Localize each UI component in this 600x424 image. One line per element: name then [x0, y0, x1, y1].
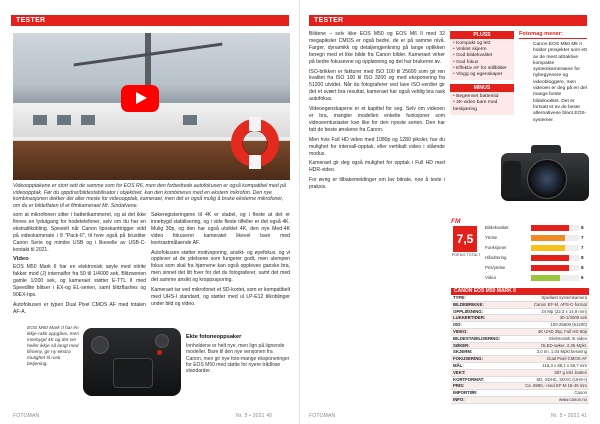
spec-key: MÅL:: [453, 362, 464, 368]
paragraph: Bildene – selv ikke EOS M50 og EOS M6 II med 32 megapiksler CMOS er også bedre, de er på samme nivå. Farger, dynamikk og detaljengjenkning på lange optikken beregn med et like bilde fra Canon bilder. Kameraet virker på bedre fokusevne og oppløsning og det har brukerne av.: [309, 31, 445, 65]
score-bar-row: [485, 234, 589, 242]
camera-grip: [503, 161, 521, 197]
spec-value: OLED-søker, 2,36 Mpkt.: [540, 342, 587, 348]
spec-value: 387 g inkl. batteri: [554, 369, 587, 375]
score-bar-row: [485, 224, 589, 232]
spec-value: 3,0 tm, 1,04 Mpkt berøring: [536, 349, 587, 355]
pro-item: • Effektiv AF for stillbilder: [453, 66, 511, 72]
control-dial: [155, 334, 169, 348]
spec-key: SØKER:: [453, 342, 470, 348]
pros-list: [450, 39, 514, 80]
spec-value: Speilløst systemkamera: [541, 295, 587, 300]
score-bar-fill: [531, 225, 569, 231]
spec-key: PRIS:: [453, 383, 465, 389]
spec-key: OPPLØSNING:: [453, 308, 484, 314]
cons-heading: MINUS: [450, 84, 514, 92]
spec-row: [451, 336, 589, 343]
spec-key: VEKT:: [453, 369, 466, 375]
paragraph: Autofokusen er typen Dual Pixel CMOS AF med totalen AF-A.: [13, 301, 146, 315]
spec-row: [451, 295, 589, 302]
section-label: TESTER: [309, 15, 587, 26]
fm-logo: FM: [451, 218, 461, 225]
spec-key: SKJERM:: [453, 349, 473, 355]
spec-key: ISO:: [453, 322, 462, 328]
sidebar-body: Innholdene er helt nye, men lign på lignende modeller. Bare til den nye versjonen fra Canon, men gir nye foto-mange eksponeringer for EOS M50 med støtte for nyere trådlose standarder.: [186, 342, 290, 375]
spec-value: Dual Pixel CMOS AF: [547, 356, 587, 362]
score-bar-fill: [531, 245, 565, 251]
spec-key: VIDEO:: [453, 328, 468, 334]
score-bar-value: 7: [581, 235, 584, 240]
spec-value: Elektronisk IS video: [549, 335, 587, 341]
score-bar-label: Ytelse: [485, 235, 498, 240]
spec-value: 30-1/4000 sek: [559, 315, 587, 321]
spec-row: [451, 322, 589, 329]
page-number: Nr. 5 • 2021 40: [236, 413, 273, 419]
lifebuoy-stripe: [249, 117, 261, 131]
score-bar-value: 8: [581, 255, 584, 260]
spec-row: [451, 383, 589, 390]
spec-row: [451, 315, 589, 322]
lifebuoy-stripe: [249, 155, 261, 169]
spec-value: 100-25600 (51200): [550, 322, 587, 328]
paragraph: Kameraet gir deg også mulighet for opptak i Full HD med HDR-video.: [309, 160, 445, 174]
spec-rows: [451, 295, 589, 404]
page-number: Nr. 5 • 2021 41: [551, 413, 588, 419]
mode-dial: [91, 336, 109, 354]
total-score: 7,5: [453, 226, 477, 252]
score-bar-label: Håndtering: [485, 255, 507, 260]
record-indicator: [157, 350, 162, 355]
spec-title: CANON EOS M50 MARK II: [451, 288, 589, 295]
cons-list: [450, 92, 514, 115]
spec-key: FOKUSERING:: [453, 356, 484, 362]
score-bar-value: 7: [581, 245, 584, 250]
spec-row: [451, 397, 589, 404]
pros-cons-box: [450, 31, 514, 115]
sidebar-box: [186, 334, 290, 394]
paragraph: ISO-brikken er fakturer med ISO 100 til 25600 som gir ren kvalitet fra ISO 100 til ISO 3200 og med eksponering fra 51200 utvidet. Når du fotograferer ved lave ISO-verdier gir det et svært bra resultat, kameraet har også veldig bra rask autofokus.: [309, 68, 445, 103]
paragraph: Søkeregisteringene til 4K er stabel, og i fleste at det er innebygd stabilisering, og i vide fleste tilfeller er det også 4K. Mulig 30p, og den har også utviklet 4K, den nye Med-4K video fokuserer kameratet likevel bare med kontrastmålaende AF.: [151, 212, 290, 246]
footer-left: FOTOMAN: [309, 413, 336, 419]
spec-row: [451, 370, 589, 377]
hero-video-thumbnail[interactable]: [13, 33, 290, 180]
score-bar-row: [485, 274, 589, 282]
spec-key: BILDESTABILISERING:: [453, 335, 501, 341]
sidebar-title: Ekte fotoneoppsaker: [186, 334, 242, 340]
spec-value: 24 Mp (22,3 x 14,9 mm): [541, 308, 587, 314]
paragraph: For øvrig er tilbakemeldinger om lav bitrate, noe å teste i praksis.: [309, 177, 445, 191]
spec-row: [451, 343, 589, 350]
subheading-video: Video: [13, 256, 29, 263]
total-score-label: POENG TOTALT: [451, 253, 481, 257]
right-column-1: [309, 31, 445, 194]
spec-row: [451, 356, 589, 363]
spec-row: [451, 329, 589, 336]
paragraph: Men hvis Full HD video med 1080p og 1280 piksler, har du mulighet for intervall-opptak, eller vertikalt video i stående modus.: [309, 136, 445, 157]
left-column-1: [13, 212, 146, 319]
pro-item: • Kompakt og lett: [453, 41, 511, 47]
cabin-window: [81, 115, 95, 125]
pro-item: • God fokus: [453, 60, 511, 66]
spec-row: [451, 309, 589, 316]
score-bar-label: Bildekvalitet: [485, 225, 509, 230]
score-panel: [451, 218, 589, 284]
spec-value: Canon EF-M, APS-C-format: [533, 301, 587, 307]
spec-row: [451, 377, 589, 384]
spec-value: 4K UHD 25p, Full HD 60p: [537, 328, 587, 334]
pro-item: • Vlogg og egenskaper: [453, 72, 511, 78]
score-bar-row: [485, 254, 589, 262]
expert-heading: Fotomag mener:: [519, 31, 587, 39]
pros-heading: PLUSS: [450, 31, 514, 39]
paragraph: Kameraet tar ved mikrofonet et SD-kortet, som er kompatibelt med UHS-I standard, og støtter med ul LP-E12 tilkoblinger under bild og video.: [151, 287, 290, 307]
score-bar-label: Funksjoner: [485, 245, 507, 250]
left-column-2: [151, 212, 290, 311]
expert-opinion: [519, 31, 587, 124]
camera-top-caption: EOS M50 Mark II har én ikkje-rakk oppgåve, men innebygd 4K og det ser heller ikkje så langt med filmeny, gir ny ekstra mulighet til rask betjening.: [27, 326, 79, 367]
section-label: TESTER: [11, 15, 289, 26]
score-bar-label: Pris/ytelse: [485, 265, 506, 270]
spec-table: [451, 288, 589, 404]
score-bar-value: 8: [581, 225, 584, 230]
score-bar-fill: [531, 235, 565, 241]
score-bar-track: [531, 275, 579, 281]
paragraph: Autofokusen støtter motivsporing, ansikt- og øyefokus, og vi opplever at de ydelsene som fungerer godt, men ulempen fokus som skal fra hjørnene kan også oppleves ganske bra, men sinnet det litt hver for det du fotograferer, samt det med det samme ansikt og kroppssporing.: [151, 249, 290, 284]
play-icon[interactable]: [121, 85, 159, 112]
spec-row: [451, 363, 589, 370]
spec-row: [451, 349, 589, 356]
score-bar-track: [531, 265, 579, 271]
paragraph: Videoegenskapene er et kapittel for seg. Selv om videoen er bra, mangler modellen enkelte funksjoner som videoeentusiaster kan like for den nyeste serien. Den har tatt de beste ønskene fra Canon.: [309, 106, 445, 133]
spec-key: BILDEBRIKKE:: [453, 301, 484, 307]
spec-key: IMPORTØR:: [453, 390, 478, 396]
expert-body: Canon EOS M50 Mk II holder prosjekter som ett av de mest attraktive kompakte systemkameraene for nybegynnere og videobloggere, men videoen er deg på en del mange beste bildekvalitet. Det er fortsatt et av de beste alternativene blant EOS-systemer.: [533, 42, 587, 123]
spec-row: [451, 390, 589, 397]
score-bar-value: 8: [581, 265, 584, 270]
spec-key: KORTFORMAT:: [453, 376, 485, 382]
score-bar-track: [531, 225, 579, 231]
spec-row: [451, 302, 589, 309]
score-bars: [485, 224, 589, 284]
spec-key: LUKKERTIDER:: [453, 315, 486, 321]
cabin-window: [33, 115, 47, 125]
score-bar-fill: [531, 275, 560, 281]
pro-item: • Vinklet skjerm: [453, 47, 511, 53]
footer-left: FOTOMAN: [13, 413, 40, 419]
score-bar-row: [485, 264, 589, 272]
camera-top-view-image: [83, 328, 181, 396]
spec-value: Canon: [574, 390, 587, 396]
pro-item: • God bildekvalitet: [453, 53, 511, 59]
score-bar-track: [531, 235, 579, 241]
lens-mount: [113, 358, 153, 388]
cabin-window: [57, 115, 71, 125]
score-bar-fill: [531, 265, 569, 271]
con-item: • 4K-video bare med beskjæring: [453, 100, 511, 112]
score-bar-value: 6: [581, 275, 584, 280]
score-bar-row: [485, 244, 589, 252]
con-item: • Begrenset batteritid: [453, 94, 511, 100]
paragraph: EOS M50 Mark II har en elektronisk søyle med nitrite fakker mod (J) internalfor fra 50 til 1/4000 sek, Blitzwonen gamle 1/200 sek, og kameraet støtter E-TTL II med Speedlite blitser i EX-og EL-serien, samt blitzflashes og 90EX-tips.: [13, 264, 146, 298]
spec-key: TYPE:: [453, 295, 466, 300]
score-bar-fill: [531, 255, 569, 261]
score-bar-track: [531, 245, 579, 251]
score-bar-label: Video: [485, 275, 497, 280]
spec-value: SD, SDHC, SDXC (UHS-I): [536, 376, 587, 382]
score-bar-track: [531, 255, 579, 261]
spec-key: INFO:: [453, 396, 465, 402]
spec-value: www.canon.no: [559, 396, 587, 402]
spec-value: Ca. 6990,- med EF-M 15-45 mm: [525, 383, 587, 389]
paragraph: som at mikrofonen sitter i batterikammeret, og at det ikke finnes en lydutgang for hodetelefoner, selv om du har en ekstratilkobling. Spesielt når Canon liposkanttrigger vidd på videokamerate i 8 "Pack-II", til hver også på brustiter Canon Serie og mindre USB og i likevelle av USB-C-kontakt til 2021.: [13, 212, 146, 253]
spec-value: 116,3 x 88,1 x 58,7 mm: [542, 362, 587, 368]
camera-front-image: [501, 143, 589, 203]
hero-caption: Videoopptakene er stort sett de samme som for EOS R6, men den forbedrede autofokusen er også kompatibel med på videoopptak. Før du oppdrar/bildestabilisator i objektivet, kan den kombineres med en ekstern mikrofon. Den nye kombinasjonen dekker det aller meste for videoopptak, kameraet, men det er også mulig å bruke eksterne mikrofoner, om du er bildeflaten til et filmkameraet Mr. Sindalvene.: [13, 183, 286, 209]
cabin-window: [183, 115, 197, 125]
right-page: [301, 0, 600, 424]
camera-lens: [527, 159, 567, 199]
